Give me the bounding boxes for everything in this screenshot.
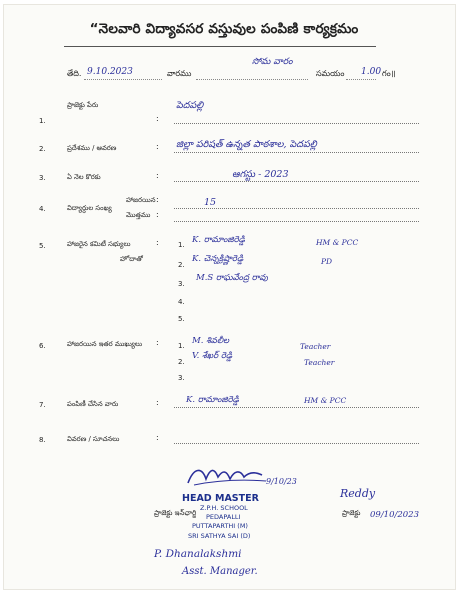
remarks-label: వివరణ / సూచనలు — [67, 435, 120, 443]
row-number: 3. — [39, 174, 46, 182]
form-title: “నెలవారి విద్యావసర వస్తువుల పంపిణి కార్యక్రమం — [89, 21, 359, 37]
row-number: 7. — [39, 401, 46, 409]
row-number: 5. — [39, 242, 46, 250]
colon: : — [156, 171, 159, 180]
students-present-label: హాజరయిన — [126, 196, 156, 204]
sign-label-right: ప్రాజెక్టు — [342, 509, 361, 517]
sign-date-right: 09/10/2023 — [370, 510, 419, 520]
time-value: 1.00 — [361, 67, 382, 77]
time-suffix: గం॥ — [382, 69, 396, 78]
students-present-value: 15 — [204, 197, 217, 208]
others-label: హాజరయిన ఇతర ముఖ్యులు — [67, 340, 143, 348]
colon: : — [156, 398, 159, 407]
others-item-number: 2. — [178, 358, 185, 366]
students-total-line — [174, 221, 419, 222]
students-label: విద్యార్ధుల సంఖ్య — [67, 204, 112, 212]
committee-label: హాజరైన కమిటీ సభ్యులు — [67, 240, 131, 248]
committee-item-number: 5. — [178, 315, 185, 323]
month-line — [174, 181, 419, 182]
stamp-headmaster: HEAD MASTER — [182, 493, 259, 504]
date-dotline — [84, 79, 162, 80]
project-name-value: పెదపల్లి — [176, 100, 204, 111]
distributed-by-role: HM & PCC — [304, 396, 347, 405]
stamp-school: Z.P.H. SCHOOL — [200, 504, 248, 512]
row-number: 1. — [39, 117, 46, 125]
distributed-by-name: K. రామాంజిరెడ్డి — [186, 395, 239, 405]
row-number: 6. — [39, 342, 46, 350]
colon: : — [156, 114, 159, 123]
distributed-by-line — [174, 407, 419, 408]
place-value: జిల్లా పరిషత్ ఉన్నత పాఠశాల, పెదపల్లి — [176, 139, 317, 150]
date-value: 9.10.2023 — [87, 67, 133, 77]
stamp-district: SRI SATHYA SAI (D) — [188, 532, 251, 540]
colon: : — [156, 195, 159, 204]
committee-item-number: 4. — [178, 298, 185, 306]
committee-item-number: 1. — [178, 241, 185, 249]
committee-member-name: K. చెన్నక్రిష్ణారెడ్డి — [192, 254, 244, 264]
colon: : — [156, 238, 159, 247]
colon: : — [156, 338, 159, 347]
day-dotline — [196, 79, 308, 80]
sign-name-right: Reddy — [340, 487, 376, 500]
project-name-line — [174, 123, 419, 124]
others-item-number: 1. — [178, 342, 185, 350]
sign-date-left: 9/10/23 — [266, 477, 297, 486]
colon: : — [156, 433, 159, 442]
project-name-label: ప్రాజెక్టు పేరు — [67, 101, 99, 109]
remarks-line — [174, 443, 419, 444]
place-label: ప్రదేశము / ఆవరణ — [67, 144, 117, 152]
day-value: సోమ వారం — [252, 57, 293, 67]
other-member-role: Teacher — [300, 342, 331, 351]
sign-label-left: ప్రాజెక్టు ఇన్‌ఛార్జి — [154, 509, 197, 517]
title-underline — [64, 46, 376, 47]
date-label: తేది. — [67, 69, 82, 78]
colon: : — [156, 142, 159, 151]
students-total-label: మొత్తము — [126, 211, 151, 219]
day-label: వారము — [167, 69, 192, 78]
other-member-role: Teacher — [304, 358, 335, 367]
committee-designation-label: హోదాతో — [120, 255, 143, 263]
distributed-by-label: పంపిణీ చేసిన వారు — [67, 400, 119, 408]
manager-name: P. Dhanalakshmi — [154, 548, 242, 560]
row-number: 2. — [39, 145, 46, 153]
committee-item-number: 2. — [178, 261, 185, 269]
time-dotline — [346, 79, 376, 80]
stamp-mandal: PUTTAPARTHI (M) — [192, 522, 248, 530]
committee-member-role: PD — [321, 257, 333, 266]
time-label: సమయం — [316, 69, 345, 78]
committee-member-role: HM & PCC — [316, 238, 359, 247]
other-member-name: M. శివలీల — [192, 336, 230, 346]
month-label: ఏ నెల కొరకు — [67, 173, 101, 181]
committee-member-name: M.S రాఘవేంద్ర రావు — [196, 273, 268, 283]
row-number: 8. — [39, 436, 46, 444]
students-present-line — [174, 208, 419, 209]
form-sheet — [3, 4, 456, 590]
place-line — [174, 152, 419, 153]
row-number: 4. — [39, 205, 46, 213]
committee-item-number: 3. — [178, 280, 185, 288]
headmaster-signature — [184, 461, 274, 491]
other-member-name: V. శేఖర్ రెడ్డి — [192, 351, 233, 361]
others-item-number: 3. — [178, 374, 185, 382]
month-value: ఆగస్టు - 2023 — [232, 169, 289, 180]
committee-member-name: K. రామాంజిరెడ్డి — [192, 235, 245, 245]
manager-role: Asst. Manager. — [182, 566, 258, 577]
stamp-village: PEDAPALLI — [206, 513, 241, 521]
colon: : — [156, 210, 159, 219]
